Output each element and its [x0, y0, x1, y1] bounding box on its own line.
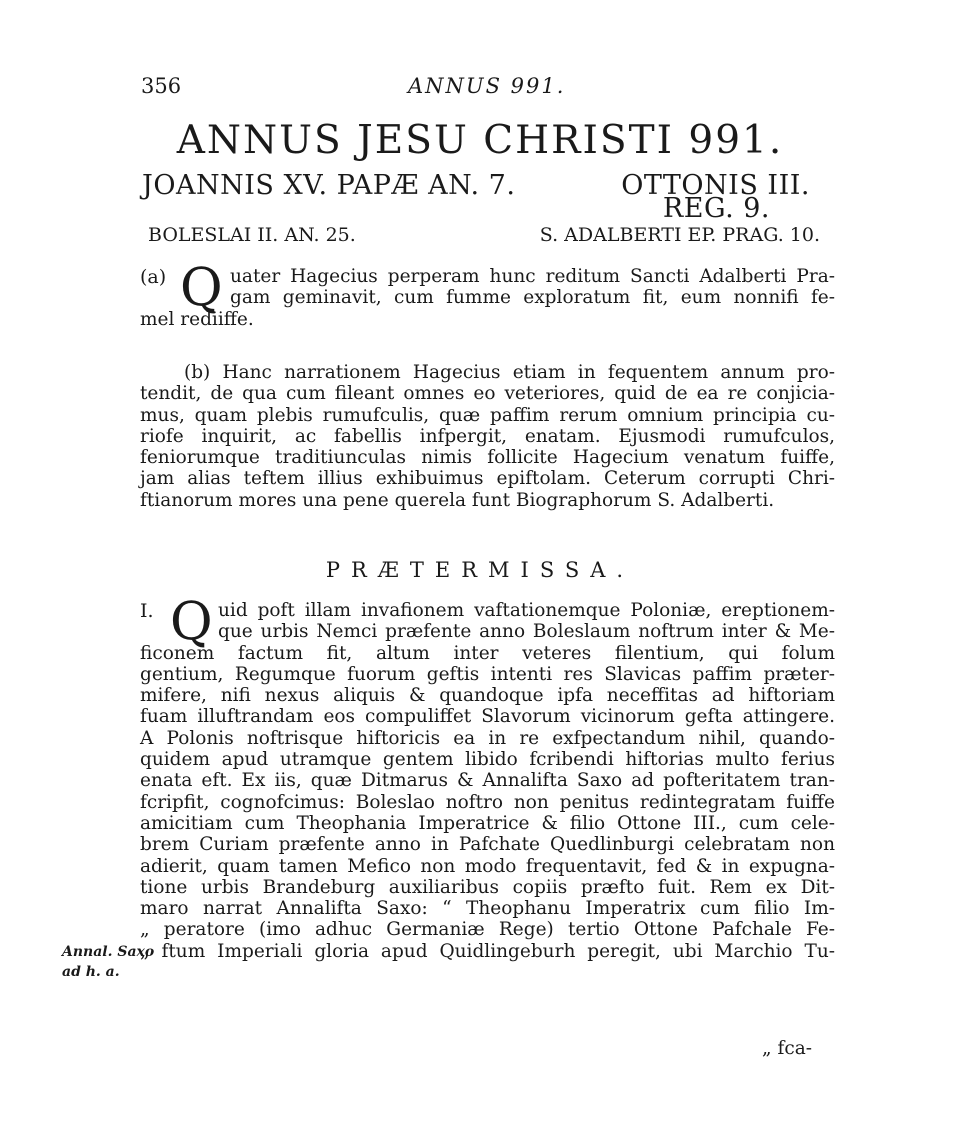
section-i-line: A Polonis noftrisque hiftoricis ea in re exfpectandum nihil, quando- — [140, 727, 835, 749]
section-i-label: I. — [140, 600, 154, 622]
running-title: ANNUS 991. — [408, 74, 566, 98]
section-i-line: adierit, quam tamen Mefico non modo frequentavit, fed & in expugna- — [140, 855, 835, 877]
note-b-line: jam alias teftem illius exhibuimus epiftolam. Ceterum corrupti Chri- — [140, 468, 835, 490]
section-i-line: tione urbis Brandeburg auxiliaribus copiis præfto fuit. Rem ex Dit- — [140, 876, 835, 898]
title-row-3 — [0, 224, 960, 264]
section-i-line: gentium, Regumque fuorum geftis intenti res Slavicas paffim præter- — [140, 663, 835, 685]
note-b-line: feniorumque traditiunculas nimis follicite Hagecium venatum fuiffe, — [140, 447, 835, 469]
section-i-line: fcripfit, cognofcimus: Boleslao noftro non penitus redintegratam fuiffe — [140, 791, 835, 813]
section-i-line: „ ftum Imperiali gloria apud Quidlingeburh peregit, ubi Marchio Tu- — [140, 940, 835, 962]
pope-year: JOANNIS XV. PAPÆ AN. 7. — [142, 170, 516, 201]
note-a-label: (a) — [140, 266, 167, 288]
running-header — [0, 70, 960, 100]
section-i-line: „ peratore (imo adhuc Germaniæ Rege) tertio Ottone Pafchale Fe- — [140, 919, 835, 941]
section-i-line: quidem apud utramque gentem libido fcribendi hiftorias multo ferius — [140, 749, 835, 771]
note-b-line: riofe inquirit, ac fabellis infpergit, enatam. Ejusmodi rumufculos, — [140, 425, 835, 447]
margin-note-year: ad h. a. — [62, 964, 120, 980]
page-number: 356 — [141, 74, 182, 98]
section-i-line: maro narrat Annalifta Saxo: “ Theophanu Imperatrix cum filio Im- — [140, 898, 835, 920]
margin-note-source: Annal. Saxo — [62, 944, 155, 960]
note-b — [140, 362, 835, 511]
section-i-line: ficonem factum fit, altum inter veteres filentium, qui folum — [140, 642, 835, 664]
note-a — [140, 258, 835, 330]
section-i-line: brem Curiam præfente anno in Pafchate Quedlinburgi celebratam non — [140, 834, 835, 856]
note-b-line: ftianorum mores una pene querela funt Biographorum S. Adalberti. — [140, 489, 775, 511]
main-title: ANNUS JESU CHRISTI 991. — [176, 118, 784, 163]
bishop-year: S. ADALBERTI EP. PRAG. 10. — [539, 224, 820, 246]
note-a-line: gam geminavit, cum fumme exploratum fit, eum nonnifi fe- — [230, 287, 835, 309]
duke-year: BOLESLAI II. AN. 25. — [148, 224, 356, 246]
section-i-line: amicitiam cum Theophania Imperatrice & filio Ottone III., cum cele- — [140, 812, 835, 834]
section-i-line: uid poft illam invafionem vaftationemque Poloniæ, ereptionem- — [218, 600, 835, 621]
section-i-line: enata eft. Ex iis, quæ Ditmarus & Annalifta Saxo ad pofteritatem tran- — [140, 770, 835, 792]
note-a-line: mel rediiffe. — [140, 308, 254, 330]
section-i — [140, 592, 835, 962]
emperor-year: REG. 9. — [662, 193, 770, 224]
note-a-line: uater Hagecius perperam hunc reditum Sancti Adalberti Pra- — [230, 266, 835, 287]
section-i-line: mifere, nifi nexus aliquis & quandoque ipfa neceffitas ad hiftoriam — [140, 685, 835, 707]
emperor-name: OTTONIS III. — [621, 170, 810, 201]
note-b-line: (b) Hanc narrationem Hagecius etiam in fequentem annum pro- — [184, 362, 835, 383]
note-b-line: mus, quam plebis rumufculis, quæ paffim rerum omnium principia cu- — [140, 404, 835, 426]
section-heading: PRÆTERMISSA. — [325, 558, 635, 582]
note-b-line: tendit, de qua cum fileant omnes eo veteriores, quid de ea re conjicia- — [140, 383, 835, 405]
note-a-dropcap: Q — [180, 258, 223, 318]
section-i-line: fuam illuftrandam eos compuliffet Slavorum vicinorum gefta attingere. — [140, 706, 835, 728]
catchword: „ fca- — [762, 1038, 812, 1059]
section-i-dropcap: Q — [170, 592, 213, 652]
section-i-line: que urbis Nemci præfente anno Boleslaum noftrum inter & Me- — [218, 621, 835, 643]
